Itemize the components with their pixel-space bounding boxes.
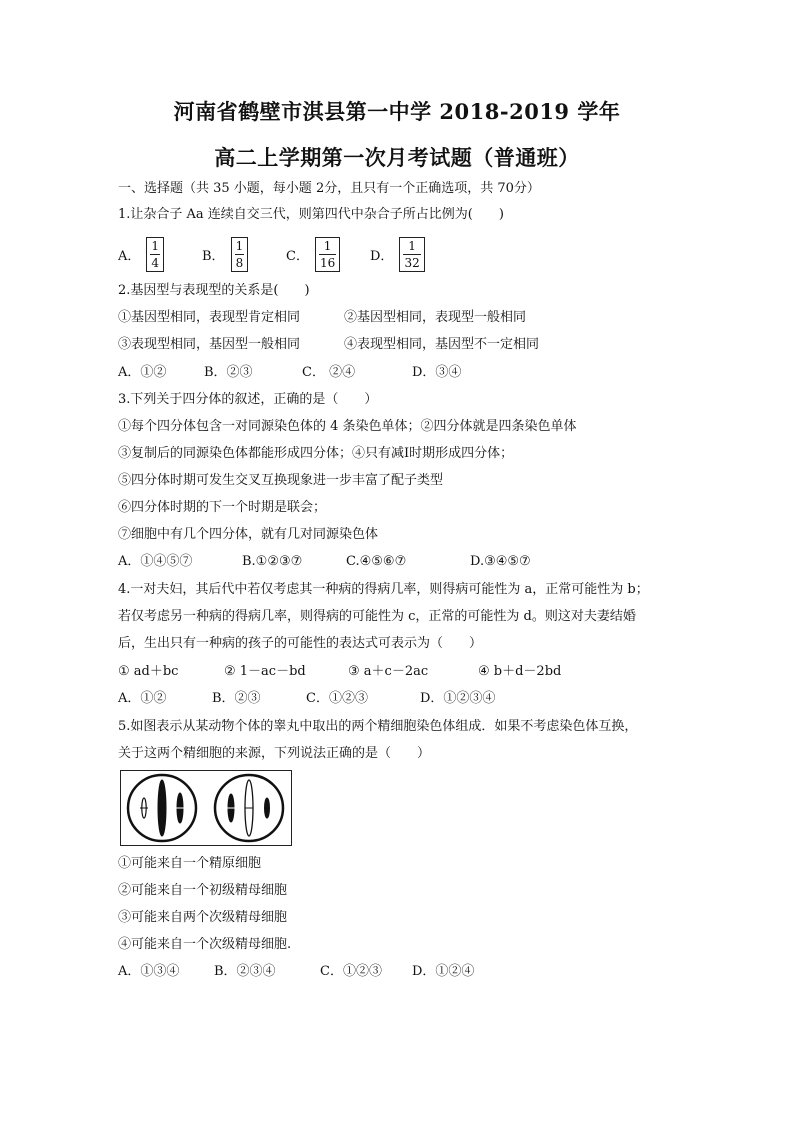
denominator: 8 [235, 255, 244, 270]
denominator: 32 [404, 255, 420, 270]
q5-option-c: C．①②③ [320, 964, 382, 979]
q5-item-2: ②可能来自一个初级精母细胞 [118, 883, 288, 898]
q5-option-d: D．①②④ [412, 964, 475, 979]
q5-line-1: 5.如图表示从某动物个体的睾丸中取出的两个精细胞染色体组成．如果不考虑染色体互换， [118, 719, 638, 734]
section-heading: 一、选择题（共 35 小题，每小题 2分，且只有一个正确选项，共 70分） [118, 181, 540, 196]
fraction [399, 237, 424, 272]
q5-item-4: ④可能来自一个次级精母细胞. [118, 937, 292, 952]
fraction [231, 237, 249, 272]
q4-option-c: C．①②③ [306, 691, 368, 706]
q5-item-1: ①可能来自一个精原细胞 [118, 856, 262, 871]
numerator: 1 [323, 238, 332, 253]
q3-option-a: A．①④⑤⑦ [118, 554, 193, 569]
q2-item-3: ③表现型相同，基因型一般相同 [118, 337, 301, 352]
fraction-bar [150, 254, 160, 255]
q2-stem: 2.基因型与表现型的关系是( ) [118, 283, 310, 298]
fraction-bar [235, 254, 245, 255]
q3-option-c: C.④⑤⑥⑦ [346, 554, 407, 569]
q3-line-4: ⑥四分体时期的下一个时期是联会； [118, 500, 327, 515]
q4-option-a: A．①② [118, 691, 167, 706]
q3-line-3: ⑤四分体时期可发生交叉互换现象进一步丰富了配子类型 [118, 473, 444, 488]
q2-option-b: B．②③ [204, 365, 253, 380]
sperm-cells-figure [120, 770, 292, 846]
fraction-bar [319, 254, 336, 255]
q4-expr-2: ② 1－ac－bd [224, 664, 306, 679]
q4-line-2: 若仅考虑另一种病的得病几率，则得病的可能性为 c，正常的可能性为 d。则这对夫妻结婚 [118, 609, 636, 624]
q4-expr-1: ① ad＋bc [118, 664, 179, 679]
q2-option-c: C． ②④ [302, 365, 356, 380]
chromosome-solid-short [265, 798, 270, 818]
q1-option-d [370, 234, 425, 274]
fraction [315, 237, 340, 272]
q3-line-5: ⑦细胞中有几个四分体，就有几对同源染色体 [118, 527, 379, 542]
q5-item-3: ③可能来自两个次级精母细胞 [118, 910, 288, 925]
q4-option-b: B．②③ [212, 691, 261, 706]
q2-item-2: ②基因型相同，表现型一般相同 [344, 310, 527, 325]
q1-option-c [286, 234, 340, 274]
q5-option-a: A．①③④ [118, 964, 180, 979]
q1-option-a [118, 234, 164, 274]
denominator: 16 [319, 255, 336, 270]
q4-expr-4: ④ b＋d－2bd [478, 664, 562, 679]
q4-expr-3: ③ a＋c－2ac [348, 664, 429, 679]
denominator: 4 [151, 255, 160, 270]
option-letter: C． [286, 248, 309, 264]
q2-option-d: D．③④ [412, 365, 462, 380]
chromosome-solid-long [158, 780, 166, 836]
q3-option-b: B.①②③⑦ [242, 554, 303, 569]
q4-line-1: 4.一对夫妇，其后代中若仅考虑其一种病的得病几率，则得病可能性为 a，正常可能性为 b； [118, 582, 649, 597]
fraction-bar [403, 254, 420, 255]
q3-option-d: D.③④⑤⑦ [470, 554, 531, 569]
numerator: 1 [151, 238, 160, 253]
option-letter: D． [370, 248, 394, 264]
q2-item-1: ①基因型相同，表现型肯定相同 [118, 310, 301, 325]
q1-stem: 1.让杂合子 Aa 连续自交三代，则第四代中杂合子所占比例为( ) [118, 207, 504, 222]
q4-line-3: 后，生出只有一种病的孩子的可能性的表达式可表示为（ ） [118, 636, 483, 651]
fraction [146, 237, 164, 272]
q5-option-b: B．②③④ [214, 964, 276, 979]
numerator: 1 [235, 238, 244, 253]
q2-option-a: A．①② [118, 365, 167, 380]
q1-option-b [202, 234, 248, 274]
q3-line-2: ③复制后的同源染色体都能形成四分体；④只有减Ⅰ时期形成四分体； [118, 446, 514, 461]
q2-item-4: ④表现型相同，基因型不一定相同 [344, 337, 540, 352]
q3-line-1: ①每个四分体包含一对同源染色体的 4 条染色单体；②四分体就是四条染色单体 [118, 419, 577, 434]
title-line-2: 高二上学期第一次月考试题（普通班） [214, 145, 580, 170]
option-letter: A． [118, 248, 141, 264]
title-line-1: 河南省鹤壁市淇县第一中学 2018-2019 学年 [173, 99, 621, 124]
q5-line-2: 关于这两个精细胞的来源，下列说法正确的是（ ） [118, 746, 431, 761]
option-letter: B． [202, 248, 225, 264]
q4-option-d: D．①②③④ [420, 691, 496, 706]
q3-stem: 3.下列关于四分体的叙述，正确的是（ ） [118, 392, 378, 407]
numerator: 1 [408, 238, 416, 253]
